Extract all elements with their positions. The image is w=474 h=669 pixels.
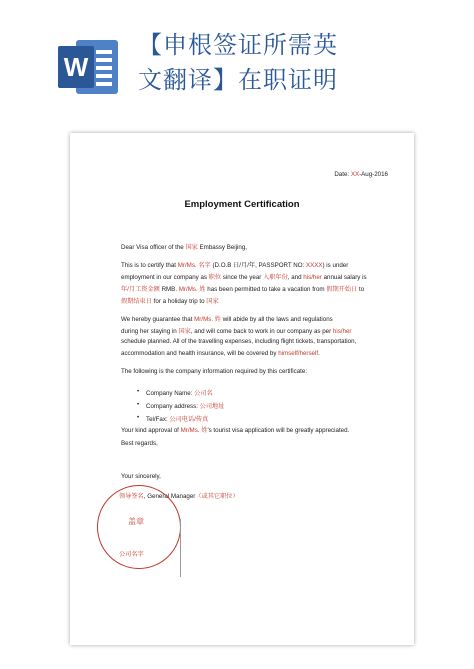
yours-sincerely: Your sincerely,	[121, 473, 161, 480]
text: .	[318, 350, 320, 357]
label: Tel/Fax:	[146, 416, 170, 423]
paragraph-2-line-3: schedule planned. All of the travelling expenses, including flight tickets, transportation,	[121, 338, 357, 345]
company-name-placeholder: 公司名	[194, 390, 213, 397]
text: during her staying in	[121, 328, 179, 335]
date-prefix: Date:	[334, 171, 351, 178]
text: RMB.	[159, 286, 179, 293]
start-date-placeholder: 假期开始日	[326, 286, 358, 293]
end-date-placeholder: 假期结束日	[121, 298, 152, 305]
paragraph-1-line-1	[121, 260, 348, 269]
text: employment in our company as	[121, 274, 209, 281]
name-placeholder: Mr/Ms. 姓	[194, 316, 221, 323]
date-placeholder: XX	[350, 171, 360, 178]
signature-divider	[180, 519, 181, 577]
page-title	[138, 28, 468, 98]
text: , and will come back to work in our company as per	[190, 328, 333, 335]
year-placeholder: 入职年份	[263, 274, 288, 281]
company-address-item	[146, 401, 224, 410]
text: annual salary is	[321, 274, 367, 281]
paragraph-1-line-2	[121, 272, 367, 281]
paragraph-2-line-4	[121, 350, 320, 357]
text: , and	[287, 274, 304, 281]
date-suffix: -Aug-2016	[359, 171, 388, 178]
country-placeholder: 国家	[178, 328, 191, 335]
paragraph-2-line-2	[121, 326, 351, 335]
best-regards: Best regards,	[121, 440, 158, 447]
paragraph-4	[121, 425, 349, 434]
document-body	[70, 133, 414, 645]
salutation	[121, 242, 247, 251]
position-placeholder: 职位	[208, 274, 222, 281]
label: Company address:	[146, 403, 200, 410]
telfax-placeholder: 公司电话/传真	[169, 416, 209, 423]
paragraph-3: The following is the company information required by this certificate:	[121, 368, 308, 375]
text: ) is under	[322, 262, 349, 269]
pronoun-placeholder: his/her	[332, 328, 352, 335]
company-name-item	[146, 388, 213, 397]
pronoun-placeholder: his/her	[303, 274, 322, 281]
company-address-placeholder: 公司地址	[199, 403, 225, 410]
telfax-item	[146, 414, 208, 423]
paragraph-1-line-4	[121, 296, 219, 305]
signature-placeholder: 领导签名	[119, 493, 144, 500]
position-placeholder: （或其它职位）	[195, 493, 239, 500]
salary-placeholder: 年/月工资金额	[121, 286, 160, 293]
paragraph-1-line-3	[121, 284, 364, 293]
text: has been permitted to take a vacation from	[205, 286, 327, 293]
document-page	[70, 133, 414, 645]
document-heading: Employment Certification	[184, 199, 300, 210]
passport-placeholder: XXXX	[305, 262, 323, 269]
text: to	[357, 286, 365, 293]
country-placeholder: 国家	[185, 244, 198, 251]
text: , General Manager	[143, 493, 196, 500]
company-name-signature	[119, 549, 144, 558]
country-placeholder: 国家	[206, 298, 219, 305]
name-placeholder: Mr/Ms. 名字	[177, 262, 211, 269]
text: We hereby guarantee that	[121, 316, 195, 323]
text: will abide by all the laws and regulations	[220, 316, 333, 323]
title-line-2: 文翻译】在职证明	[138, 66, 338, 94]
header-banner	[0, 0, 474, 118]
text: since the year	[221, 274, 264, 281]
company-name-placeholder: 公司名字	[119, 551, 144, 558]
salutation-text-end: Embassy Beijing,	[197, 244, 247, 251]
word-document-icon	[58, 38, 120, 96]
name-placeholder: Mr/Ms. 姓	[178, 286, 206, 293]
salutation-text: Dear Visa officer of the	[121, 244, 186, 251]
word-icon-letter: W	[58, 46, 94, 88]
pronoun-placeholder: himself/herself	[278, 350, 319, 357]
title-line-1: 【申根签证所需英	[138, 31, 338, 59]
text: for a holiday trip to	[151, 298, 207, 305]
paragraph-2-line-1	[121, 314, 333, 323]
text: This is to certify that	[121, 262, 178, 269]
seal-label: 盖章	[128, 517, 144, 526]
label: Company Name:	[146, 390, 195, 397]
name-placeholder: Mr/Ms. 姓	[180, 427, 208, 434]
text: 's tourist visa application will be greatly appreciated.	[207, 427, 350, 434]
text: Your kind approval of	[121, 427, 181, 434]
date-line	[334, 171, 388, 178]
text: accommodation and health insurance, will be covered by	[121, 350, 279, 357]
text: (D.O.B 日/月/年, PASSPORT NO:	[210, 262, 306, 269]
